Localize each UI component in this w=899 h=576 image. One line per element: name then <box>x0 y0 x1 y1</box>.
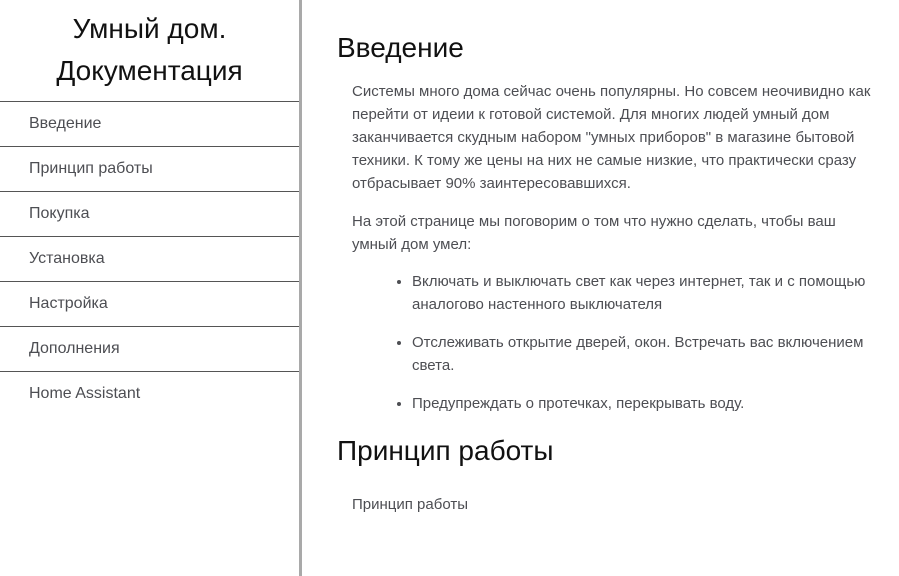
sidebar-menu <box>0 102 299 417</box>
list-item: • Отслеживать открытие дверей, окон. Встречать вас включением света. <box>412 331 879 377</box>
intro-paragraph: На этой странице мы поговорим о том что нужно сделать, чтобы ваш умный дом умел: <box>352 213 836 253</box>
sidebar-item-installation <box>0 237 299 282</box>
nav-link-principle[interactable]: Принцип работы <box>29 160 153 177</box>
feature-list <box>337 270 879 415</box>
nav-link-purchase[interactable]: Покупка <box>29 205 90 222</box>
sidebar-item-purchase <box>0 192 299 237</box>
intro-paragraph: Системы много дома сейчас очень популярны. Но совсем неочивидно как перейти от идеии к готовой системой. Для многих людей умный дом заканчивается скудным набором "умных приборов" в магазине бытовой техники. К тому же цены на них не самые низкие, что практически сразу отбрасывает 90% заинтересовавшихся. <box>352 83 871 192</box>
section-title-introduction: Введение <box>337 32 464 63</box>
section-principle <box>337 433 879 516</box>
nav-link-home-assistant[interactable]: Home Assistant <box>29 385 141 402</box>
sidebar-item-addons <box>0 327 299 372</box>
sidebar-item-introduction <box>0 102 299 147</box>
nav-link-introduction[interactable]: Введение <box>29 115 102 132</box>
list-item: • Предупреждать о протечках, перекрывать воду. <box>412 392 879 415</box>
sidebar-nav <box>0 0 302 576</box>
main-content <box>302 0 899 576</box>
sidebar-item-configuration <box>0 282 299 327</box>
nav-link-addons[interactable]: Дополнения <box>29 340 120 357</box>
sidebar-header <box>0 0 299 102</box>
section-title-principle: Принцип работы <box>337 435 554 466</box>
list-item: • Включать и выключать свет как через интернет, так и с помощью аналогово настенного выключателя <box>412 270 879 316</box>
principle-paragraph: Принцип работы <box>352 496 468 513</box>
sidebar-title-line2: Документация <box>56 55 243 86</box>
sidebar-item-home-assistant <box>0 372 299 417</box>
section-introduction <box>337 30 879 415</box>
nav-link-configuration[interactable]: Настройка <box>29 295 108 312</box>
sidebar-title-line1: Умный дом. <box>72 13 227 44</box>
sidebar-item-principle <box>0 147 299 192</box>
nav-link-installation[interactable]: Установка <box>29 250 105 267</box>
